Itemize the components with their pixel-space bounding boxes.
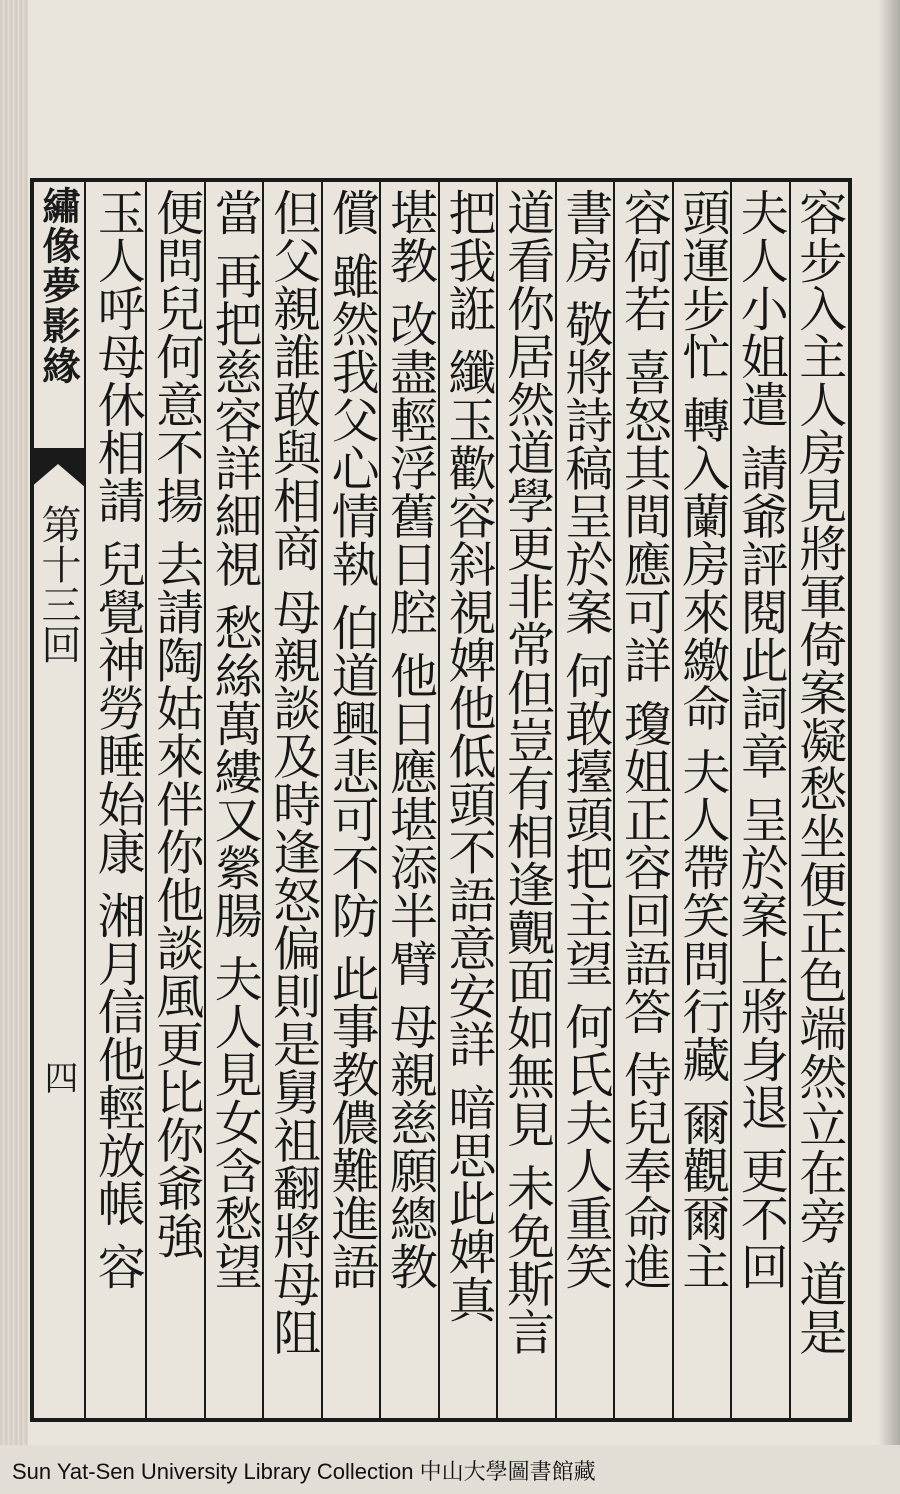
text-column-12: 便問兒何意不揚 去請陶姑來伴你他談風更比你爺強 <box>147 188 204 1260</box>
text-column-2: 夫人小姐遣 請爺評閱此詞章 呈於案上將身退 更不回 <box>732 188 789 1290</box>
text-column-13: 玉人呼母休相請 兒覺神勞睡始康 湘月信他輕放帳 容 <box>89 188 146 1290</box>
text-column-3: 頭運步忙 轉入蘭房來繳命 夫人帶笑問行藏 爾觀爾主 <box>673 188 730 1290</box>
text-column-6: 道看你居然道學更非常但豈有相逢覿面如無見 未免斯言 <box>498 188 555 1356</box>
text-column-1: 容步入主人房見將軍倚案凝愁坐便正色端然立在旁 道是 <box>790 188 847 1356</box>
margin-book-title: 繡像夢影緣 <box>36 186 81 386</box>
text-column-9: 償 雖然我父心情執 伯道興悲可不防 此事教儂難進語 <box>323 188 380 1290</box>
text-column-7: 把我誑 纖玉歡容斜視婢他低頭不語意安詳 暗思此婢真 <box>440 188 496 1323</box>
gutter-shadow <box>878 0 900 1445</box>
text-column-11: 當 再把慈容詳細視 愁絲萬縷又縈腸 夫人見女含愁望 <box>206 188 263 1290</box>
text-column-8: 堪教 改盡輕浮舊日腔 他日應堪添半臂 母親慈願總教 <box>381 188 438 1290</box>
text-column-4: 容何若 喜怒其間應可詳 瓊姐正容回語答 侍兒奉命進 <box>615 188 672 1290</box>
collection-caption: Sun Yat-Sen University Library Collection 中山大學圖書館藏 <box>12 1459 596 1484</box>
text-column-10: 但父親誰敢與相商 母親談及時逢怒偏則是舅祖翻將母阻 <box>264 188 321 1356</box>
margin-chapter: 第十三回 <box>35 504 81 664</box>
text-column-5: 書房 敬將詩稿呈於案 何敢擡頭把主望 何氏夫人重笑 <box>556 188 613 1290</box>
page-edges <box>0 0 28 1445</box>
margin-folio: 四 <box>38 1060 78 1094</box>
